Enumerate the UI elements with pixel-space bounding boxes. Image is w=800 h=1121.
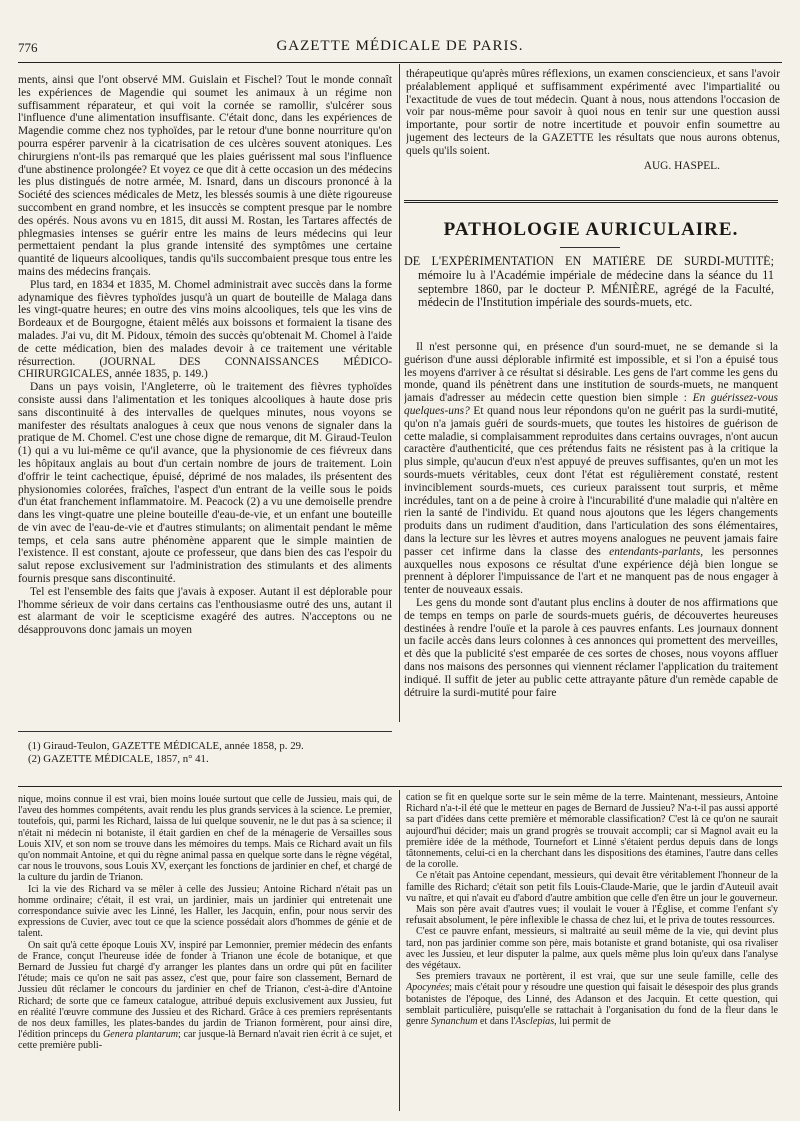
paragraph: thérapeutique qu'après mûres réflexions, un examen consciencieux, et sans l'avoir préalablement appliqué et suffisamment expérimenté avec l'impartialité ou l'exactitude de vues de tout médecin. Quant à nous, nous attendons l'occasion de voir par nous-même pour savoir à quoi nous en tenir sur une question aussi importante, pour sortir de notre incertitude et pouvoir enfin soumettre au jugement des lecteurs de la GAZETTE les résultats que nous aurons obtenus, quels qu'ils soient.	[406, 68, 780, 157]
paragraph: Ce n'était pas Antoine cependant, messieurs, qui devait être véritablement l'honneur de la famille des Richard; c'était son petit fils Louis-Claude-Marie, que le jardin d'Auteuil avait vu naître, et qui n'avait eu d'abord d'autre ambition que celle d'en être un jour le gouverneur.	[406, 870, 778, 904]
paragraph: Plus tard, en 1834 et 1835, M. Chomel administrait avec succès dans la forme adynamique des fièvres typhoïdes jusqu'à un quart de bouteille de Malaga dans les vingt-quatre heures; en outre des vins moins alcooliques, tels que les vins de Bordeaux et de Bourgogne, étaient mêlés aux boissons et formaient la tisane des malades. J'ai vu, dit M. Pidoux, témoin des succès qu'obtenait M. Chomel à l'aide de cette médication, bien des malades devoir à ce traitement une véritable résurrection. (JOURNAL DES CONNAISSANCES MÉDICO-CHIRURGICALES, année 1835, p. 149.)	[18, 278, 392, 381]
article-column-right-continuation	[406, 68, 780, 172]
paragraph: Mais son père avait d'autres vues; il voulait le vouer à l'Église, et comme l'enfant s'y refusait absolument, le père inflexible le chassa de chez lui, et le priva de toutes ressources.	[406, 904, 778, 927]
page-header	[18, 38, 782, 58]
paragraph: Les gens du monde sont d'autant plus enclins à douter de nos affirmations que de temps en temps on parle de sourds-muets guéris, de découvertes heureuses destinées à rendre l'ouïe et la parole à ces pauvres enfants. Les journaux donnent un facile accès dans leurs colonnes à ces annonces qui promettent des merveilles, et dès que la publicité s'est emparée de ces sortes de choses, nous voyons affluer dans nos maisons des personnes qui viennent réclamer l'application du traitement indiqué. Il suffit de jeter au public cette attrayante pâture d'un remède capable de détruire la surdi-mutité pour faire	[404, 596, 778, 699]
plant-genus: Synanchum	[430, 1016, 478, 1028]
section-title: PATHOLOGIE AURICULAIRE.	[443, 219, 739, 240]
plant-family: Apocynées	[406, 982, 450, 994]
text-run: On sait qu'à cette époque Louis XV, inspiré par Lemonnier, premier médecin des enfants de France, conçut l'heureuse idée de fonder à Trianon une école de botanique, et que Bernard de Jussieu fut chargé d'y arranger les plantes dans un ordre qui pût en faciliter l'étude; mais ce qu'on ne sait pas assez, c'est que, pour faire son classement, Bernard de Jussieu dût réclamer le concours du jardinier en chef de Trianon, c'est-à-dire d'Antoine Richard; de sorte que ce fameux catalogue, attribué depuis exclusivement aux Jussieu, fut en réalité l'œuvre commune des Jussieu et des Richard. Grâce à ces premiers représentants de nos deux familles, les plates-bandes du jardin de Trianon formèrent, pour ainsi dire, l'édition princeps du	[18, 939, 392, 1041]
paragraph: nique, moins connue il est vrai, bien moins louée surtout que celle de Jussieu, mais qui, de l'aveu des hommes compétents, avait rendu les plus grands services à la science. Le premier, toutefois, qui, parmi les Richard, laissa de lui quelque souvenir, ne le dut pas à sa science; il n'était ni médecin ni botaniste, il était gardien en chef de la ménagerie de Versailles sous Louis XIV, et son nom se trouve dans les mémoires du temps. Mais ce Richard avait un fils qu'on nommait Antoine, et qui du règne animal passa en quelque sorte dans le règne végétal, car nous le trouvons, sous Louis XV, exerçant les fonctions de jardinier en chef, et chargé de la culture du jardin de Trianon.	[18, 794, 392, 884]
paragraph: cation se fit en quelque sorte sur le sein même de la terre. Maintenant, messieurs, Antoine Richard n'a-t-il été que le metteur en pages de Bernard de Jussieu? N'a-t-il pas aussi apporté sa part d'idées dans cette première et mémorable classification? C'est là ce qu'on ne saurait aujourd'hui décider; mais un grand progrès se trouvait accompli; car si Magnol avait eu la première idée de la méthode, Tournefort et Linné s'étaient perdus depuis dans de longs tâtonnements, celui-ci en la cherchant dans les dispositions des étamines, l'autre dans celles de la corolle.	[406, 792, 778, 871]
column-divider	[399, 790, 400, 1111]
footnote: (2) GAZETTE MÉDICALE, 1857, n° 41.	[28, 753, 209, 765]
memoir-citation	[404, 255, 774, 310]
header-rule	[18, 62, 782, 63]
paragraph	[404, 341, 778, 597]
book-title: Genera plantarum	[103, 1029, 179, 1041]
memoir-subject: DE L'EXPÉRIMENTATION EN MATIÈRE DE SURDI-MUTITÉ;	[404, 255, 774, 268]
plant-genus: Asclepias	[515, 1016, 555, 1028]
text-run: Et quand nous leur répondons qu'on ne guérit pas la surdi-mutité, qu'on n'a jamais guéri de sourds-muets, que toutes les histoires de guérison de cette maladie, si complaisamment reproduites dans certains ouvrages, n'ont aucun caractère d'authenticité, que ces prétendus faits ne résistent pas à la critique la plus simple, qu'aucun d'eux n'est appuyé de preuves suffisantes, qu'en un mot les sourds-muets véritables, ceux dont l'état est régulièrement constaté, restent invinciblement sourds-muets, ces curieux paraissent tout surpris, et même incrédules, tant on a de peine à croire à l'incurabilité d'une maladie qui n'altère en rien la santé de l'individu. Et quand nous ajoutons que les légers changements produits dans un rudiment d'audition, dans l'articulation des sons élémentaires, dans la lecture sur les lèvres et autres moyens analogues ne peuvent jamais faire passer cet infirme dans la classe des	[404, 404, 778, 558]
memoir-details: mémoire lu à l'Académie impériale de médecine dans la séance du 11 septembre 1860, par le docteur P. MÉNIÈRE, agrégé de la Faculté, médecin de l'Institution impériale des sourds-muets, etc.	[418, 267, 774, 310]
feuilleton-rule	[18, 786, 782, 787]
paragraph: C'est ce pauvre enfant, messieurs, si maltraité au seuil même de la vie, qui devint plus tard, non pas jardinier comme son père, mais botaniste et grand botaniste, qui osa rivaliser avec les Jussieu, et leur disputer la palme, aux quels même plus loin qu'eux dans l'analyse des végétaux.	[406, 926, 778, 972]
paragraph	[18, 940, 392, 1052]
page-number: 776	[18, 40, 38, 55]
paragraph: Tel est l'ensemble des faits que j'avais à exposer. Autant il est déplorable pour l'homme sérieux de voir dans certains cas l'enthousiasme outré des uns, autant il est alarmant de voir le scepticisme exagéré des autres. N'acceptons ou ne désapprouvons donc jamais un moyen	[18, 585, 392, 637]
memoir-body	[404, 341, 778, 699]
text-run: Ses premiers travaux ne portèrent, il est vrai, que sur une seule famille, celle des	[416, 971, 778, 983]
text-run: , les personnes auxquelles nous exposons ce résultat d'une expérience déjà bien longue se prennent à déplorer l'impuissance de l'art et ne manquent pas de nous engager à tenter de nouveaux essais.	[404, 545, 778, 597]
column-divider	[399, 64, 400, 722]
text-run: , lui permit de	[554, 1016, 611, 1028]
footnotes	[28, 740, 388, 766]
paragraph: ments, ainsi que l'ont observé MM. Guislain et Fischel? Tout le monde connaît les expériences de Magendie qui soumet les animaux à un régime non suffisamment réparateur, et qui voit la cornée se ramollir, s'ulcérer sous l'influence d'une alimentation insuffisante. C'était donc, dans les expériences de Magendie comme chez nos typhoïdes, par le retour d'une bonne nourriture qu'on pourra espérer parvenir à la cicatrisation de ces ulcères souvent atoniques. Les chirurgiens n'ont-ils pas remarqué que les plaies guérissent mal sous l'influence d'une abstinence prolongée? Et voyez ce que dit à cette occasion un des médecins les plus distingués de notre armée, M. Isnard, dans un discours prononcé à la Société des sciences médicales de Metz, les blessés soumis à une diète rigoureuse succombent en grand nombre, et les insuccès se comptent presque par le nombre des opérés. Nous avons vu en 1815, dit aussi M. Rostan, les Tartares affectés de phlegmasies intenses se guérir entre les mains de leurs médecins qui leur permettaient pendant la plus grande intensité des symptômes une certaine quantité de liqueurs alcooliques, tandis qu'ils succombaient presque tous entre les mains des médecins français.	[18, 74, 392, 278]
paragraph: Ici la vie des Richard va se mêler à celle des Jussieu; Antoine Richard n'était pas un homme ordinaire; c'était, il est vrai, un jardinier, mais un jardinier qui entretenait une correspondance suivie avec les Linné, les Haller, les Jacquin, enfin, pour nous servir des expressions de Cuvier, avec tout ce que la science possédait alors d'hommes de génie et de talent.	[18, 883, 392, 940]
feuilleton-column-right	[406, 792, 778, 1027]
title-underline	[560, 247, 620, 248]
article-column-left	[18, 74, 392, 637]
text-run: ; car jusque-là Bernard n'avait rien écrit à ce sujet, et cette première publi-	[18, 1029, 392, 1052]
paragraph	[406, 971, 778, 1027]
memoir-heading	[404, 255, 774, 310]
footnote-rule	[18, 731, 392, 732]
text-run: ; mais c'était pour y résoudre une question qui faisait le désespoir des plus grands botanistes de l'époque, des Linné, des Adanson et des Jacquin. Et cette question, qui semblait particulière, puisqu'elle se rattachait à l'organisation du fond de la fleur dans le genre	[406, 982, 778, 1028]
footnote: (1) Giraud-Teulon, GAZETTE MÉDICALE, année 1858, p. 29.	[28, 740, 304, 752]
author-signature: AUG. HASPEL.	[643, 159, 720, 172]
section-separator	[404, 200, 778, 203]
text-run: et dans l'	[477, 1016, 516, 1028]
feuilleton-column-left	[18, 794, 392, 1052]
paragraph: Dans un pays voisin, l'Angleterre, où le traitement des fièvres typhoïdes consiste aussi dans l'alimentation et les toniques alcooliques à haute dose pris sans discontinuité à des intervalles de quelques minutes, nous voyons se manifester des résultats analogues à ceux que nous venons de signaler dans la pratique de M. Chomel. C'est une chose digne de remarque, dit M. Giraud-Teulon (1) qui a vu lui-même ce qu'il avance, que la physionomie de ces fiévreux dans les hôpitaux anglais au bout d'un certain nombre de jours de traitement. Loin d'offrir le teint cachectique, épuisé, déprimé de nos malades, ils présentent des physionomies colorées, fraîches, l'aspect d'un entrant de la veille sous le poids d'un état franchement inflammatoire. M. Peacock (2) a vu une demoiselle prendre dans les vingt-quatre une pleine bouteille d'eau-de-vie, et un enfant une bouteille de vin avec de l'eau-de-vie et d'autres stimulants; on alimentait pendant le même temps, et cela sans autre phénomène apparent que le simple maintien de l'existence. Il est constant, ajoute ce professeur, que dans bien des cas l'espoir du salut repose exclusivement sur l'administration des stimulants et des aliments fournis presque sans discontinuité.	[18, 381, 392, 586]
question-emphasis: En guérissez-vous quelques-uns?	[404, 392, 778, 417]
text-run: Il n'est personne qui, en présence d'un sourd-muet, ne se demande si la guérison d'une aussi déplorable infirmité est impossible, et si l'on a épuisé tous les moyens d'arriver à ce résultat si désirable. Les gens de l'art comme les gens du monde, quand ils pénètrent dans une institution de sourds-muets, ne manquent jamais d'adresser au médecin cette question bien simple :	[404, 341, 778, 405]
term-emphasis: entendants-parlants	[609, 545, 701, 558]
journal-title: GAZETTE MÉDICALE DE PARIS.	[276, 38, 524, 54]
